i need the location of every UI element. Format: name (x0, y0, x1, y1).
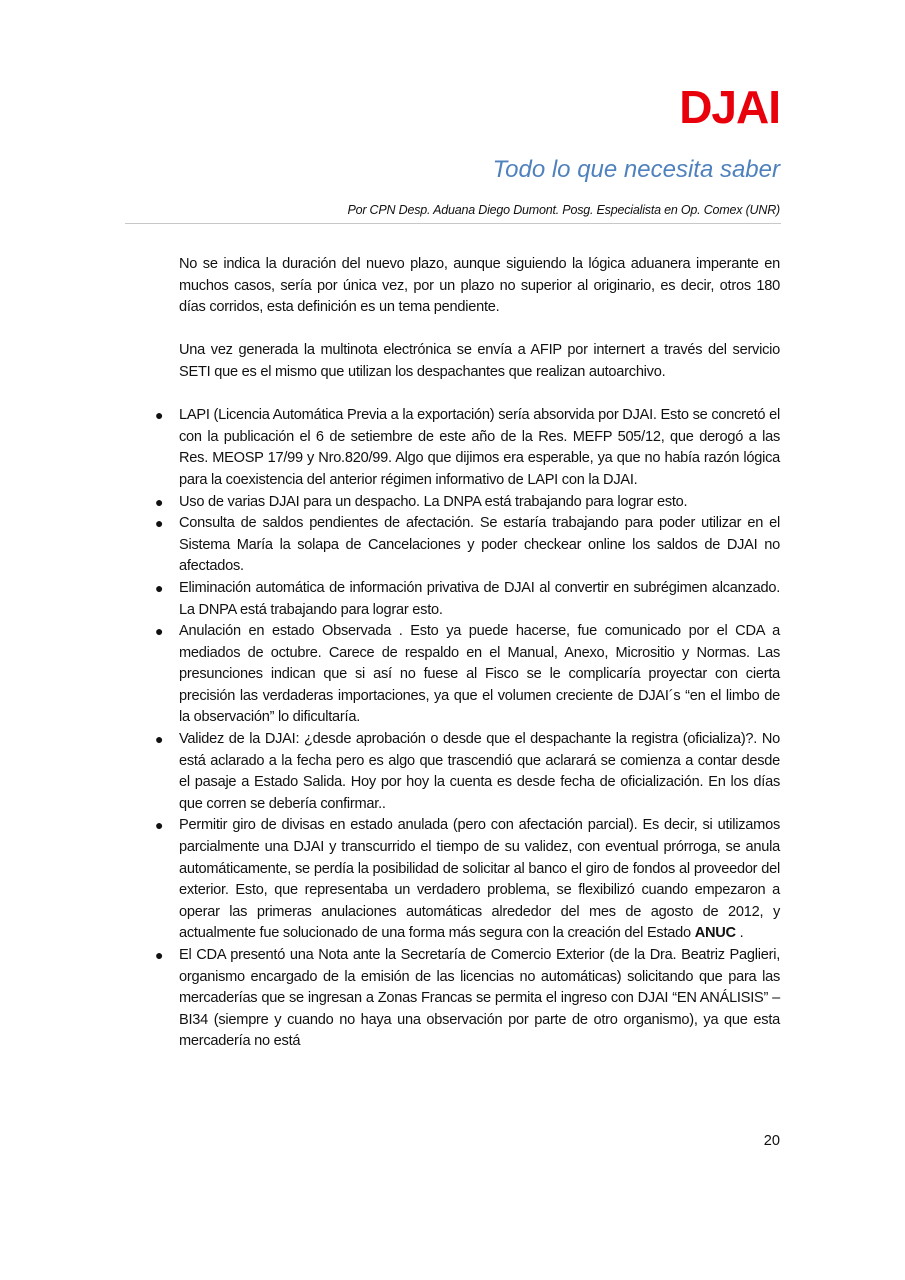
document-title: DJAI (679, 81, 780, 133)
list-item (155, 945, 780, 1053)
list-item-text: El CDA presentó una Nota ante la Secretaría de Comercio Exterior (de la Dra. Beatriz Paglieri, organismo encargado de la emisión de las licencias no automáticas) solicitando que para las mercaderías que se ingresan a Zonas Francas se permita el ingreso con DJAI “EN ANÁLISIS” – BI34 (siempre y cuando no haya una observación por parte de otro organismo), ya que esta mercadería no está (179, 947, 780, 1050)
list-item-text: LAPI (Licencia Automática Previa a la exportación) sería absorvida por DJAI. Esto se concretó el con la publicación el 6 de setiembre de este año de la Res. MEFP 505/12, que derogó a las Res. MEOSP 17/99 y Nro.820/99. Algo que dijimos era esperable, ya que no había razón lógica para la coexistencia del anterior régimen informativo de LAPI con la DJAI. (179, 407, 780, 488)
bullet-icon: ● (155, 623, 164, 640)
list-item-text: Consulta de saldos pendientes de afectación. Se estaría trabajando para poder utilizar en el Sistema María la solapa de Cancelaciones y poder checkear online los saldos de DJAI no afectados. (179, 515, 780, 575)
list-item-text: Eliminación automática de información privativa de DJAI al convertir en subrégimen alcanzado. La DNPA está trabajando para lograr esto. (179, 579, 780, 618)
list-item (155, 729, 780, 815)
list-item-text: Anulación en estado Observada . Esto ya puede hacerse, fue comunicado por el CDA a mediados de octubre. Carece de respaldo en el Manual, Anexo, Micrositio y Normas. Las presunciones indican que si así no fuese al Fisco se le complicaría proyectar con cierta precisión las verdaderas importaciones, ya que el volumen creciente de DJAI´s “en el limbo de la observación” lo dificultaría. (179, 623, 780, 726)
header-divider (125, 223, 781, 224)
document-body (155, 254, 780, 1053)
page-number: 20 (763, 1133, 780, 1149)
author-byline: Por CPN Desp. Aduana Diego Dumont. Posg. Especialista en Op. Comex (UNR) (347, 203, 780, 217)
list-item (155, 405, 780, 491)
list-item (155, 621, 780, 729)
list-item (155, 578, 780, 621)
list-item (155, 492, 780, 514)
list-item-text: Validez de la DJAI: ¿desde aprobación o desde que el despachante la registra (oficializa)?. No está aclarado a la fecha pero es algo que trascendió que aclarará se comienza a contar desde el pasaje a Estado Salida. Hoy por hoy la cuenta es desde fecha de oficialización. En los días que corren se debería confirmar.. (179, 731, 780, 812)
document-subtitle: Todo lo que necesita saber (492, 156, 780, 183)
anuc-bold-term: ANUC (694, 925, 736, 942)
paragraph: No se indica la duración del nuevo plazo, aunque siguiendo la lógica aduanera imperante en muchos casos, sería por única vez, por un plazo no superior al originario, es decir, otros 180 días corridos, esta definición es un tema pendiente. (179, 256, 780, 316)
bullet-icon: ● (155, 515, 164, 532)
bullet-icon: ● (155, 407, 164, 424)
list-item (155, 513, 780, 578)
list-item-text: Uso de varias DJAI para un despacho. La DNPA está trabajando para lograr esto. (179, 493, 688, 510)
bullet-list (155, 405, 780, 1053)
bullet-icon: ● (155, 579, 164, 596)
list-item (155, 815, 780, 945)
list-item-text-tail: . (735, 925, 744, 942)
list-item-text: Permitir giro de divisas en estado anulada (pero con afectación parcial). Es decir, si utilizamos parcialmente una DJAI y transcurrido el tiempo de su validez, con eventual prórroga, se anula automáticamente, se perdía la posibilidad de solicitar al banco el giro de fondos al proveedor del exterior. Esto, que representaba un verdadero problema, se flexibilizó cuando empezaron a operar las primeras anulaciones automáticas alrededor del mes de agosto de 2012, y actualmente fue solucionado de una forma más segura con la creación del Estado (179, 817, 780, 942)
bullet-icon: ● (155, 493, 164, 510)
bullet-icon: ● (155, 731, 164, 748)
bullet-icon: ● (155, 817, 164, 834)
bullet-icon: ● (155, 947, 164, 963)
paragraph: Una vez generada la multinota electrónica se envía a AFIP por internert a través del servicio SETI que es el mismo que utilizan los despachantes que realizan autoarchivo. (179, 342, 780, 380)
